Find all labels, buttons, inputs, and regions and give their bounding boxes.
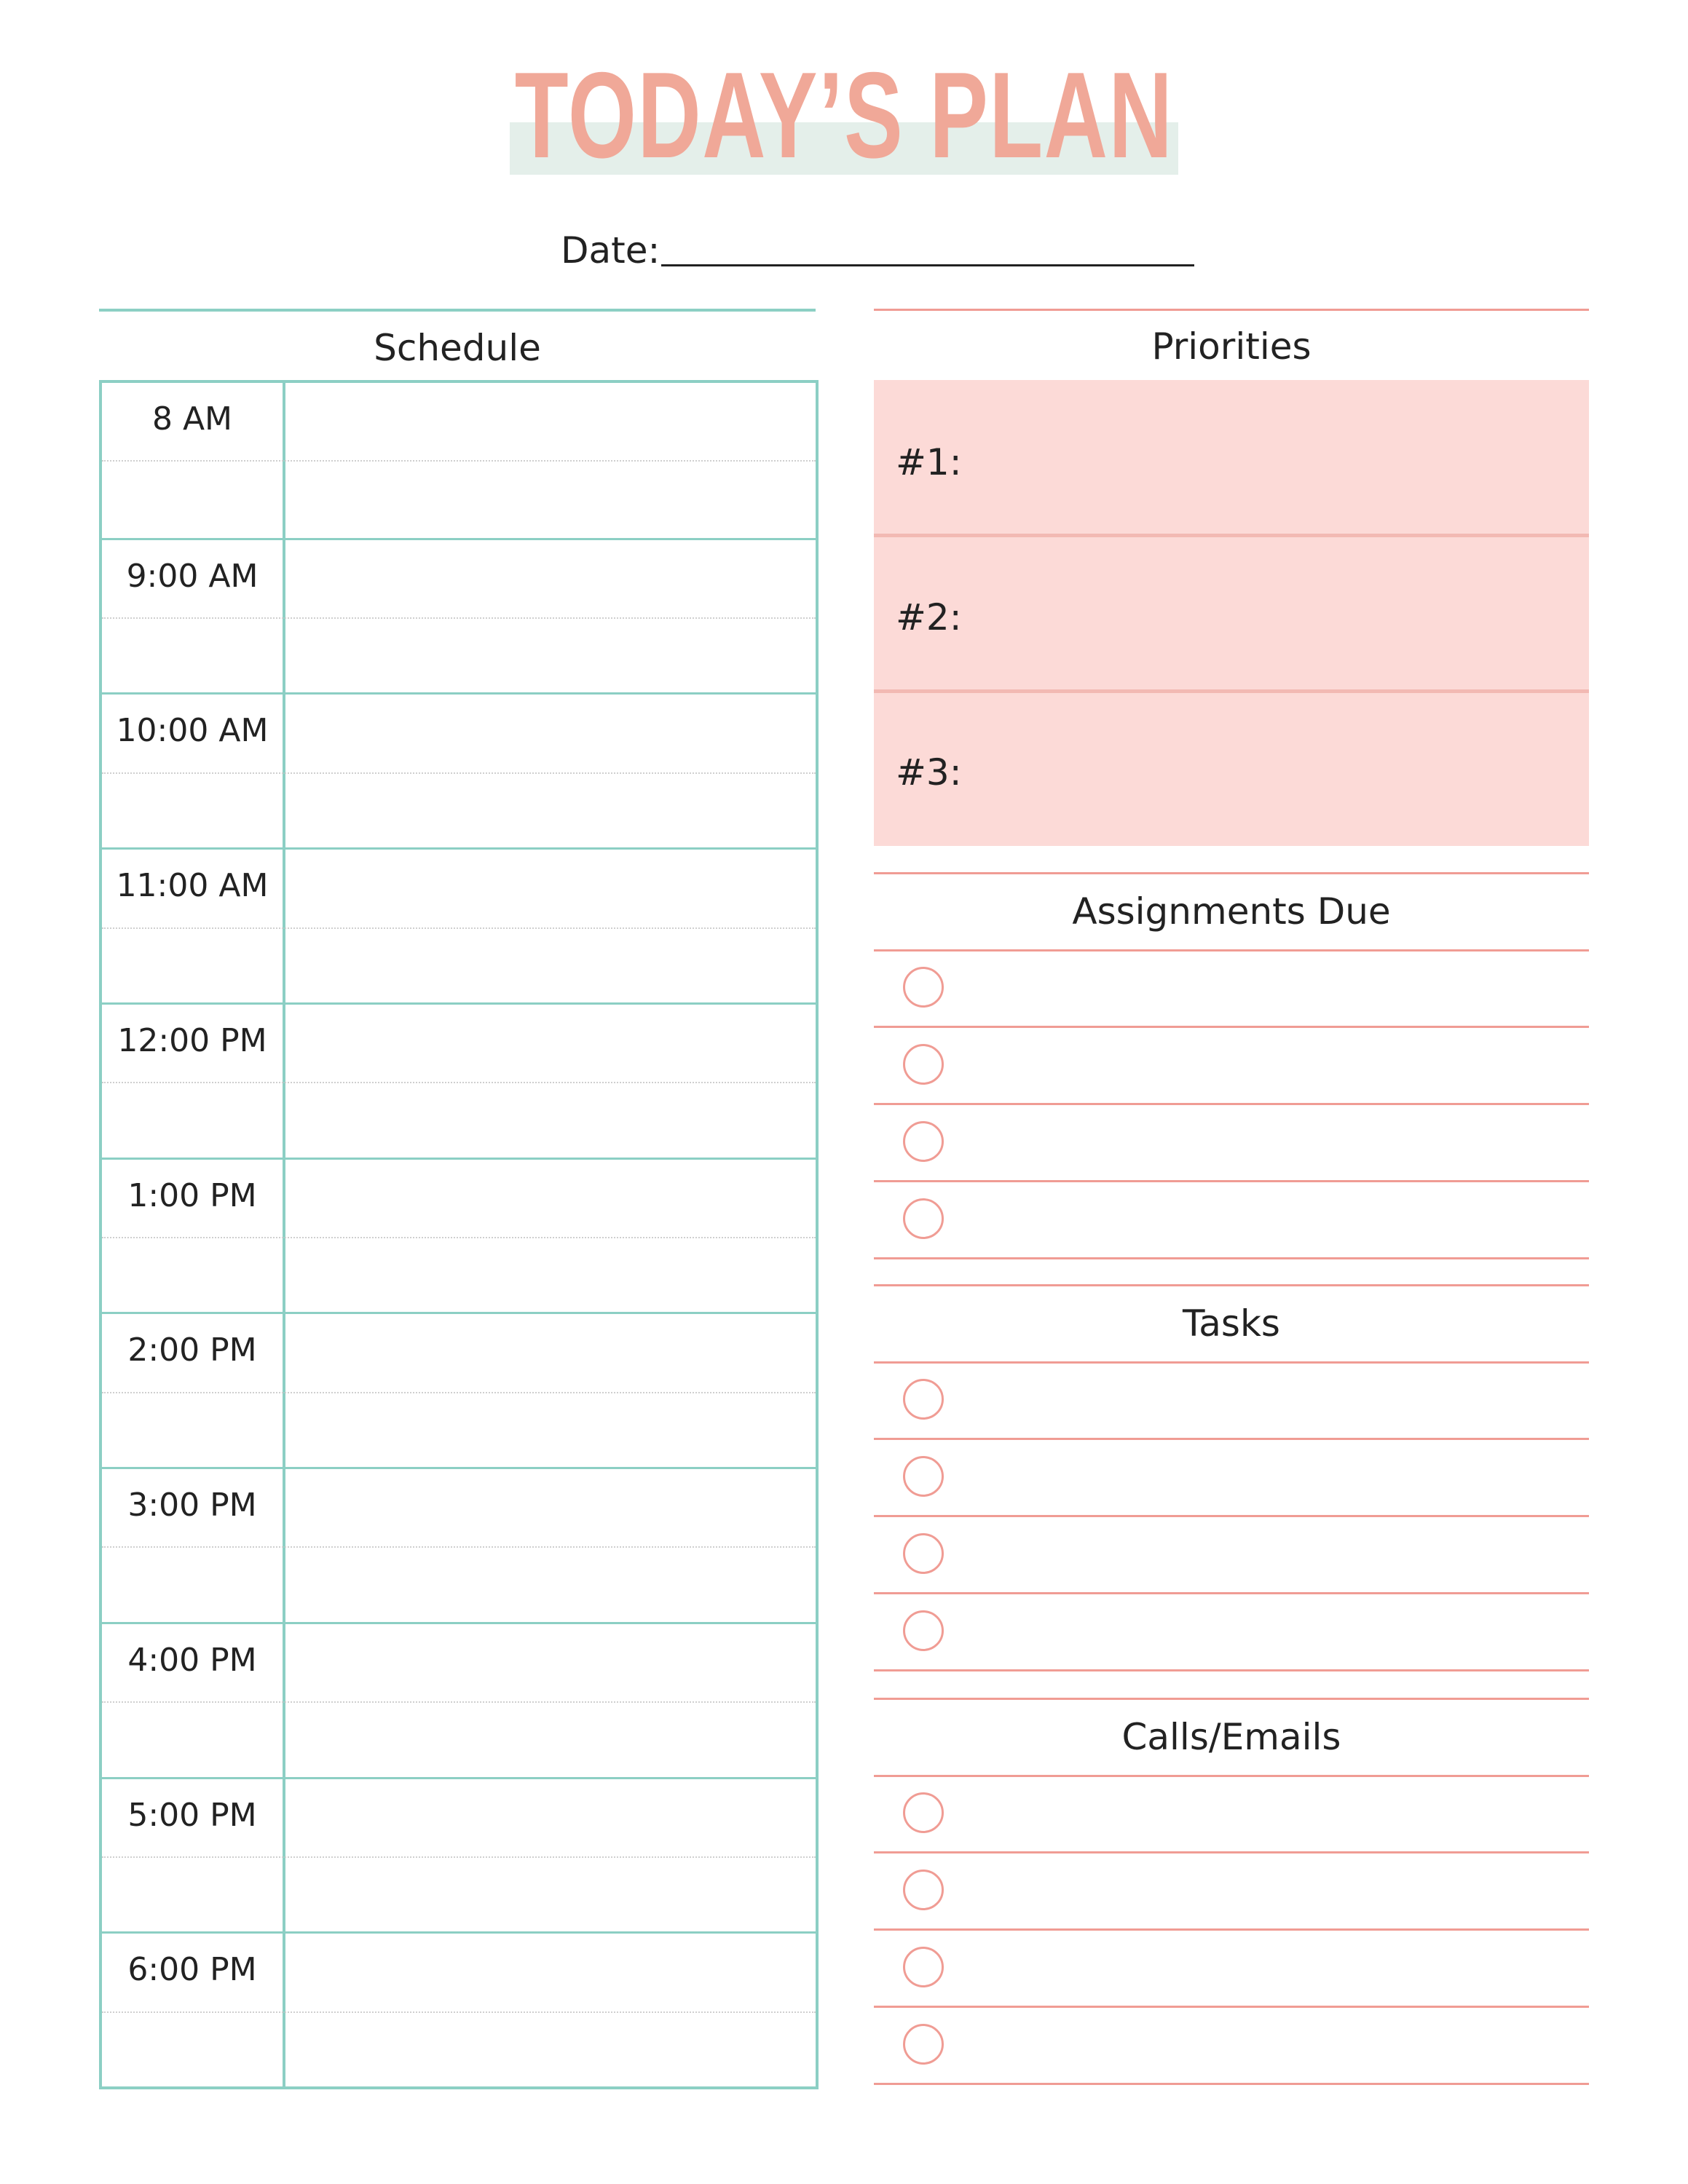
priorities-header: Priorities	[1151, 325, 1312, 368]
tasks-header: Tasks	[1183, 1302, 1280, 1345]
task-row[interactable]	[874, 1594, 1589, 1671]
call-email-row[interactable]	[874, 2008, 1589, 2085]
schedule-slot[interactable]	[102, 1777, 816, 1932]
checkbox-circle-icon[interactable]	[903, 1947, 944, 1987]
half-hour-dotted-line	[102, 772, 816, 774]
half-hour-dotted-line	[102, 1392, 816, 1393]
half-hour-dotted-line	[102, 1856, 816, 1858]
page-title: TODAY’S PLAN	[514, 47, 1174, 183]
half-hour-dotted-line	[102, 927, 816, 929]
checkbox-circle-icon[interactable]	[903, 1456, 944, 1497]
assignments-top-rule	[874, 872, 1589, 874]
schedule-slot[interactable]	[102, 383, 816, 538]
assignment-row[interactable]	[874, 1182, 1589, 1259]
date-input-line[interactable]	[661, 264, 1194, 266]
half-hour-dotted-line	[102, 1701, 816, 1703]
time-label: 4:00 PM	[127, 1641, 257, 1679]
calls-header: Calls/Emails	[1121, 1716, 1341, 1758]
time-label: 9:00 AM	[126, 557, 259, 595]
schedule-slot[interactable]	[102, 538, 816, 693]
schedule-slot[interactable]	[102, 1467, 816, 1622]
assignment-row[interactable]	[874, 1105, 1589, 1182]
schedule-slot[interactable]	[102, 692, 816, 847]
checkbox-circle-icon[interactable]	[903, 1121, 944, 1162]
call-email-row[interactable]	[874, 1931, 1589, 2008]
checkbox-circle-icon[interactable]	[903, 2024, 944, 2065]
priority-label[interactable]: #1:	[896, 440, 962, 483]
schedule-slot[interactable]	[102, 1002, 816, 1158]
checkbox-circle-icon[interactable]	[903, 1610, 944, 1651]
task-row[interactable]	[874, 1440, 1589, 1517]
priority-label[interactable]: #3:	[896, 751, 962, 794]
time-label: 3:00 PM	[127, 1487, 257, 1524]
time-label: 8 AM	[151, 400, 233, 438]
schedule-grid	[99, 380, 819, 2089]
time-label: 11:00 AM	[116, 867, 269, 905]
time-label: 2:00 PM	[127, 1332, 257, 1369]
time-label: 10:00 AM	[116, 712, 269, 750]
schedule-slot[interactable]	[102, 1158, 816, 1313]
half-hour-dotted-line	[102, 2011, 816, 2013]
schedule-slot[interactable]	[102, 1931, 816, 2086]
schedule-slot[interactable]	[102, 1312, 816, 1467]
priority-label[interactable]: #2:	[896, 596, 962, 638]
half-hour-dotted-line	[102, 617, 816, 619]
schedule-header: Schedule	[374, 327, 541, 369]
assignments-header: Assignments Due	[1072, 890, 1391, 933]
checkbox-circle-icon[interactable]	[903, 1198, 944, 1239]
checkbox-circle-icon[interactable]	[903, 1533, 944, 1574]
tasks-top-rule	[874, 1284, 1589, 1286]
schedule-slot[interactable]	[102, 1622, 816, 1777]
task-row[interactable]	[874, 1363, 1589, 1440]
date-row	[561, 226, 1194, 272]
date-label: Date:	[561, 229, 660, 272]
time-label: 5:00 PM	[127, 1796, 257, 1834]
calls-top-rule	[874, 1698, 1589, 1700]
schedule-top-rule	[99, 309, 816, 312]
call-email-row[interactable]	[874, 1853, 1589, 1931]
priorities-top-rule	[874, 309, 1589, 311]
call-email-row[interactable]	[874, 1776, 1589, 1853]
checkbox-circle-icon[interactable]	[903, 1044, 944, 1085]
checkbox-circle-icon[interactable]	[903, 1792, 944, 1833]
checkbox-circle-icon[interactable]	[903, 1379, 944, 1420]
checkbox-circle-icon[interactable]	[903, 967, 944, 1008]
priority-separator	[874, 689, 1589, 693]
task-row[interactable]	[874, 1517, 1589, 1594]
time-label: 12:00 PM	[117, 1021, 267, 1059]
checkbox-circle-icon[interactable]	[903, 1870, 944, 1910]
assignment-row[interactable]	[874, 1028, 1589, 1105]
priority-separator	[874, 534, 1589, 537]
half-hour-dotted-line	[102, 460, 816, 462]
half-hour-dotted-line	[102, 1237, 816, 1238]
priorities-box	[874, 380, 1589, 846]
half-hour-dotted-line	[102, 1082, 816, 1083]
assignment-row[interactable]	[874, 951, 1589, 1028]
half-hour-dotted-line	[102, 1546, 816, 1548]
schedule-slot[interactable]	[102, 847, 816, 1002]
time-label: 1:00 PM	[127, 1176, 257, 1214]
time-label: 6:00 PM	[127, 1951, 257, 1989]
